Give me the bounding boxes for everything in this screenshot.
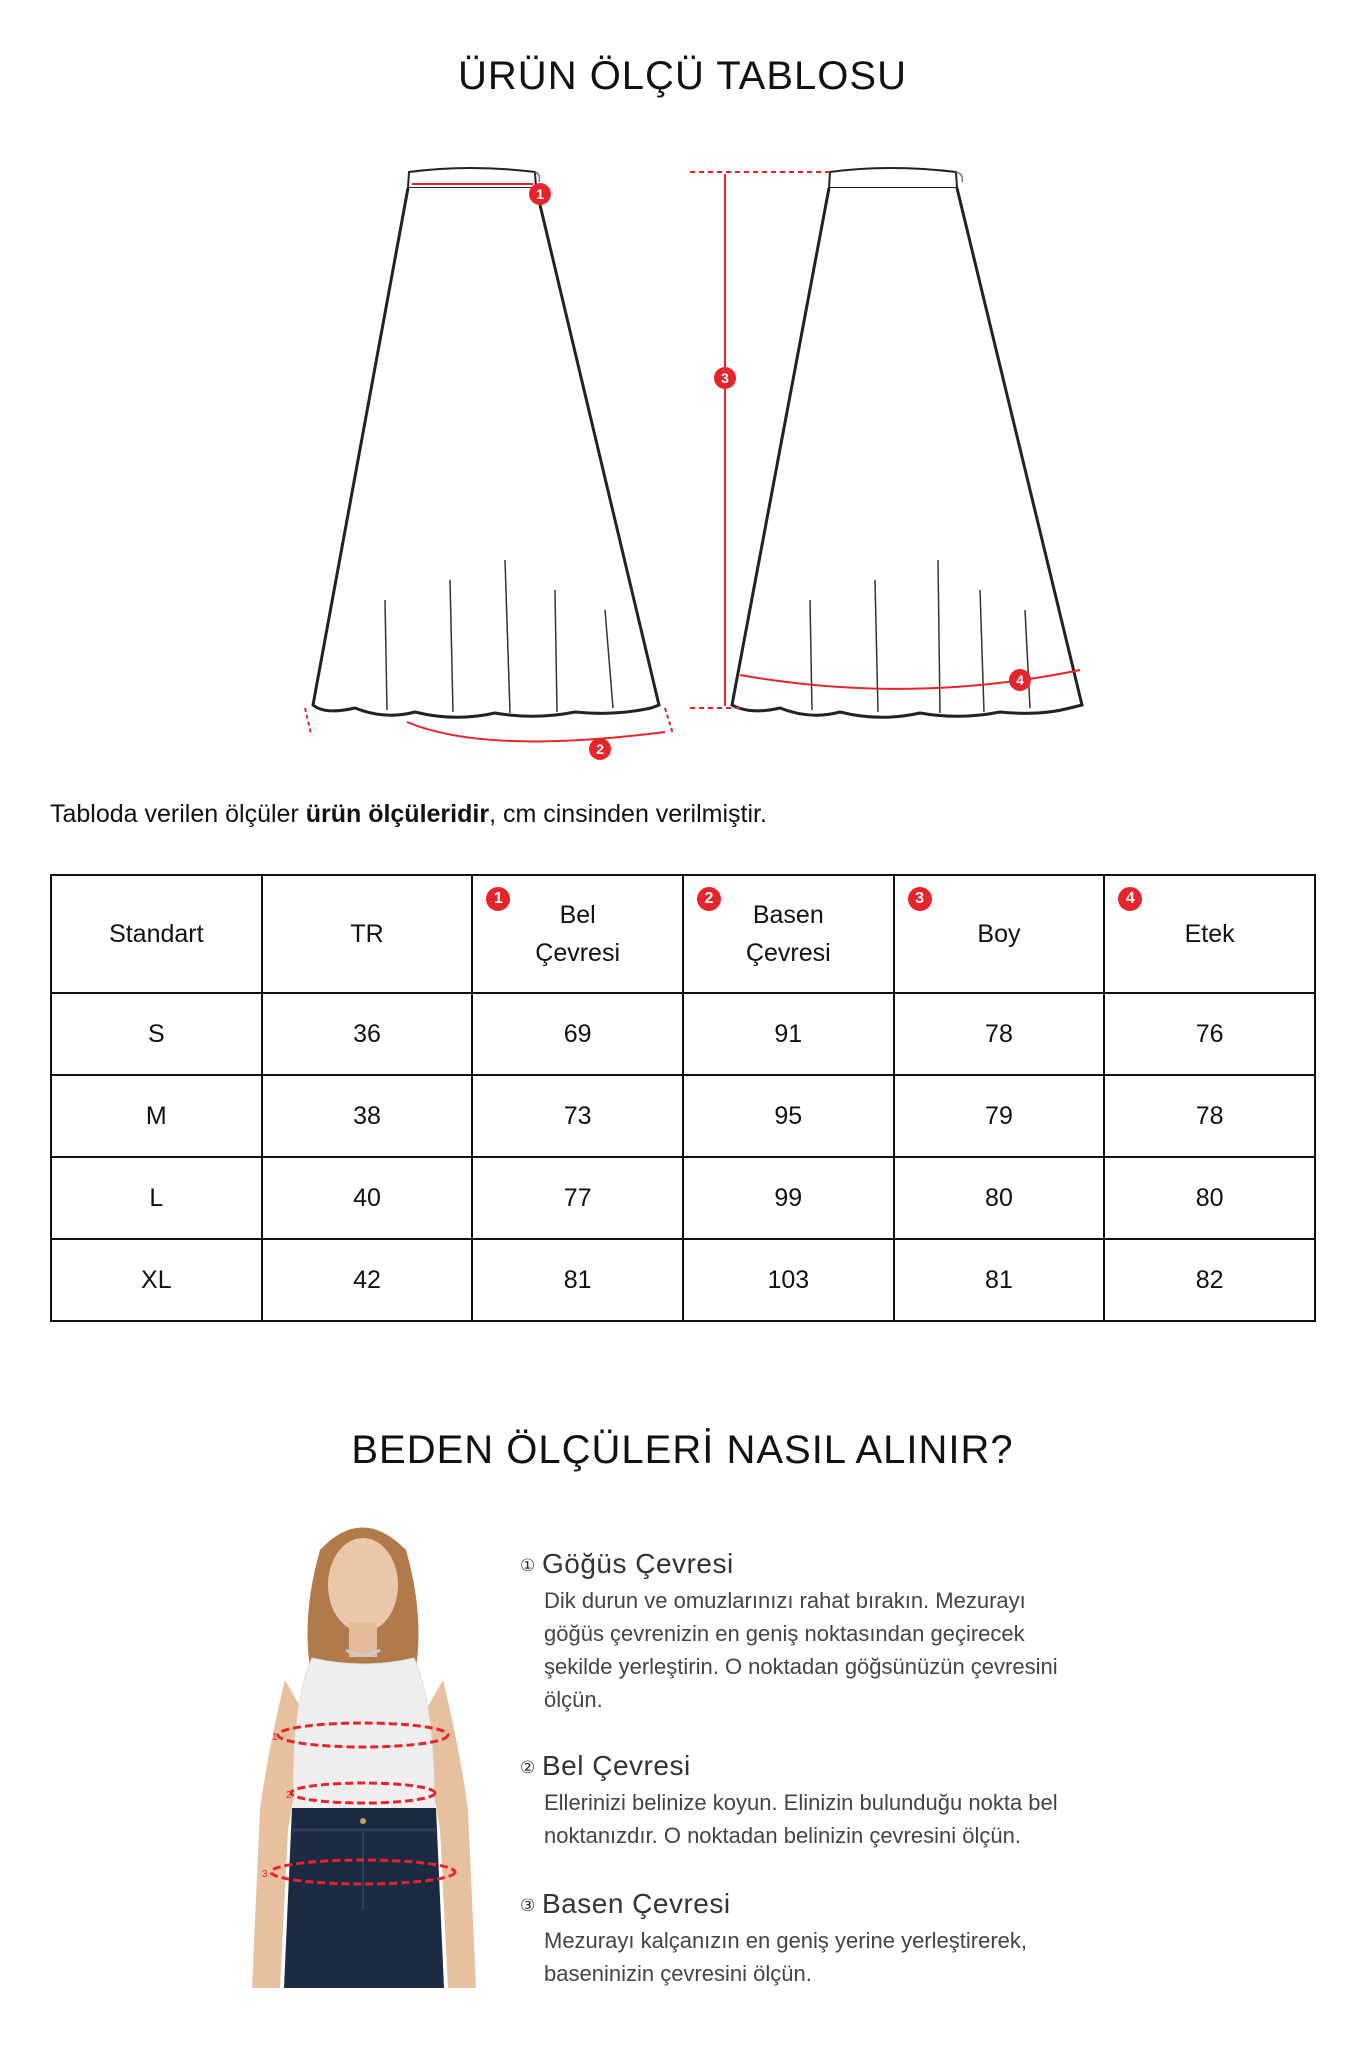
table-header-row [51, 875, 1315, 993]
guide-title: Basen Çevresi [542, 1888, 731, 1919]
cell-etek: 82 [1104, 1239, 1315, 1321]
svg-text:2: 2 [596, 741, 604, 757]
header-bel: 1 Bel Çevresi [472, 875, 683, 993]
guide-item-hip [520, 1888, 1160, 1990]
cell-bel: 73 [472, 1075, 683, 1157]
marker-2-icon: 2 [697, 887, 721, 911]
header-tr: TR [262, 875, 473, 993]
guide-description: Ellerinizi belinize koyun. Elinizin bulunduğu nokta bel noktanızdır. O noktadan belinizin çevresini ölçün. [544, 1790, 1058, 1848]
guide-title: Göğüs Çevresi [542, 1548, 734, 1579]
cell-standart: S [51, 993, 262, 1075]
header-basen: 2 Basen Çevresi [683, 875, 894, 993]
skirt-back-diagram [680, 160, 1100, 760]
marker-1-icon [529, 183, 551, 205]
svg-text:2: 2 [286, 1790, 292, 1801]
guide-description: Mezurayı kalçanızın en geniş yerine yerleştirerek, baseninizin çevresini ölçün. [544, 1928, 1027, 1986]
svg-text:1: 1 [536, 186, 544, 202]
marker-3-icon: 3 [908, 887, 932, 911]
svg-text:4: 4 [1016, 672, 1024, 688]
cell-standart: L [51, 1157, 262, 1239]
model-figure-image [250, 1510, 478, 1988]
guide-item-waist [520, 1750, 1160, 1852]
cell-tr: 36 [262, 993, 473, 1075]
guide-description: Dik durun ve omuzlarınızı rahat bırakın. Mezurayı göğüs çevrenizin en geniş noktasından geçirecek şekilde yerleştirin. O noktadan göğsünüzün çevresini ölçün. [544, 1588, 1058, 1712]
guide-number: ② [520, 1758, 536, 1777]
guide-title: Bel Çevresi [542, 1750, 691, 1781]
cell-etek: 80 [1104, 1157, 1315, 1239]
header-etek: 4 Etek [1104, 875, 1315, 993]
guide-number: ③ [520, 1896, 536, 1915]
guide-item-bust [520, 1548, 1160, 1716]
section-title: BEDEN ÖLÇÜLERİ NASIL ALINIR? [351, 1428, 1014, 1472]
cell-bel: 77 [472, 1157, 683, 1239]
table-row [51, 1075, 1315, 1157]
cell-tr: 40 [262, 1157, 473, 1239]
size-table [50, 874, 1316, 1322]
marker-1-icon: 1 [486, 887, 510, 911]
svg-text:3: 3 [721, 370, 729, 386]
cell-tr: 38 [262, 1075, 473, 1157]
marker-3-icon [714, 367, 736, 389]
table-row [51, 1239, 1315, 1321]
cell-etek: 78 [1104, 1075, 1315, 1157]
header-standart: Standart [51, 875, 262, 993]
cell-bel: 81 [472, 1239, 683, 1321]
table-row [51, 1157, 1315, 1239]
cell-boy: 79 [894, 1075, 1105, 1157]
marker-4-icon: 4 [1118, 887, 1142, 911]
cell-standart: M [51, 1075, 262, 1157]
cell-etek: 76 [1104, 993, 1315, 1075]
cell-tr: 42 [262, 1239, 473, 1321]
guide-number: ① [520, 1556, 536, 1575]
cell-basen: 99 [683, 1157, 894, 1239]
cell-basen: 103 [683, 1239, 894, 1321]
marker-2-icon [589, 738, 611, 760]
marker-4-icon [1009, 669, 1031, 691]
cell-bel: 69 [472, 993, 683, 1075]
svg-text:3: 3 [262, 1869, 268, 1880]
cell-boy: 80 [894, 1157, 1105, 1239]
table-row [51, 993, 1315, 1075]
svg-text:1: 1 [272, 1732, 278, 1743]
skirt-front-diagram [295, 160, 695, 760]
header-boy: 3 Boy [894, 875, 1105, 993]
cell-basen: 95 [683, 1075, 894, 1157]
table-note: Tabloda verilen ölçüler ürün ölçüleridir, cm cinsinden verilmiştir. [50, 800, 767, 828]
cell-boy: 81 [894, 1239, 1105, 1321]
cell-basen: 91 [683, 993, 894, 1075]
cell-boy: 78 [894, 993, 1105, 1075]
hem-measure-line [407, 722, 665, 741]
cell-standart: XL [51, 1239, 262, 1321]
page-title: ÜRÜN ÖLÇÜ TABLOSU [458, 54, 907, 98]
